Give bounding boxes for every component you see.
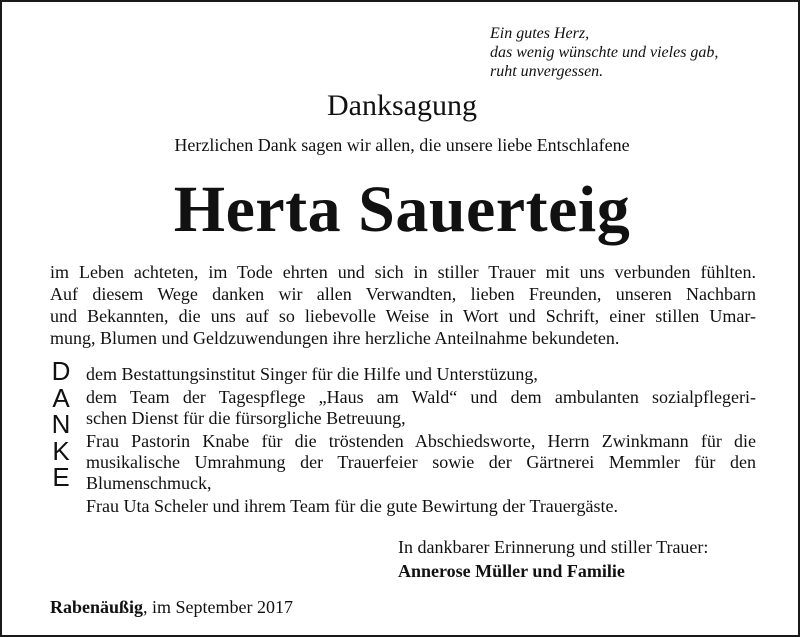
quote-block bbox=[490, 24, 718, 81]
thanks-item bbox=[86, 364, 756, 385]
danke-letter: E bbox=[52, 462, 70, 492]
date-text: , im September 2017 bbox=[143, 597, 294, 617]
closing-block bbox=[398, 536, 708, 582]
body-line: Auf diesem Wege danken wir allen Verwandten, lieben Freunden, unseren Nachbarn bbox=[50, 284, 756, 304]
notice-heading: Danksagung bbox=[327, 89, 477, 122]
body-line: im Leben achteten, im Tode ehrten und sich in stiller Trauer mit uns verbunden fühlten. bbox=[50, 262, 756, 282]
body-line: mung, Blumen und Geldzuwendungen ihre herzliche Anteilnahme bekundeten. bbox=[50, 328, 620, 348]
signer-name: Annerose Müller und Familie bbox=[398, 561, 625, 581]
thanks-line: Frau Uta Scheler und ihrem Team für die gute Bewirtung der Trauergäste. bbox=[86, 496, 618, 516]
danke-letter: A bbox=[52, 382, 70, 413]
closing-text: In dankbarer Erinnerung und stiller Trauer: bbox=[398, 537, 709, 557]
body-line: und Bekannten, die uns auf so liebevolle Weise in Wort und Schrift, einer stillen Umar- bbox=[50, 306, 756, 326]
thanks-line: dem Team der Tagespflege „Haus am Wald“ und dem ambulanten sozialpflegeri- bbox=[86, 387, 756, 407]
thanks-item bbox=[86, 496, 756, 517]
thanks-line: musikalische Umrahmung der Trauerfeier sowie der Gärtnerei Memmler für den bbox=[86, 452, 756, 472]
danke-vertical-word bbox=[48, 358, 74, 491]
thanks-item bbox=[86, 387, 756, 429]
body-paragraph bbox=[50, 261, 756, 349]
place-name: Rabenäußig bbox=[50, 597, 144, 617]
danke-letter: D bbox=[51, 356, 71, 386]
thanks-line: dem Bestattungsinstitut Singer für die Hilfe und Unterstüzung, bbox=[86, 364, 538, 384]
quote-line: Ein gutes Herz, bbox=[490, 25, 590, 42]
thanks-line: schen Dienst für die fürsorgliche Betreuung, bbox=[86, 408, 406, 428]
danke-letter: K bbox=[52, 435, 70, 466]
thanks-item bbox=[86, 431, 756, 494]
quote-line: ruht unvergessen. bbox=[490, 63, 604, 80]
thanks-line: Frau Pastorin Knabe für die tröstenden Abschiedsworte, Herrn Zwinkmann für die bbox=[86, 431, 756, 451]
deceased-name: Herta Sauerteig bbox=[173, 173, 631, 246]
danke-letter: N bbox=[51, 409, 71, 439]
place-date-line bbox=[50, 596, 293, 618]
thanks-line: Blumenschmuck, bbox=[86, 473, 212, 493]
quote-line: das wenig wünschte und vieles gab, bbox=[490, 44, 719, 61]
intro-text: Herzlichen Dank sagen wir allen, die unsere liebe Entschlafene bbox=[174, 135, 630, 155]
thanks-list bbox=[86, 364, 756, 519]
